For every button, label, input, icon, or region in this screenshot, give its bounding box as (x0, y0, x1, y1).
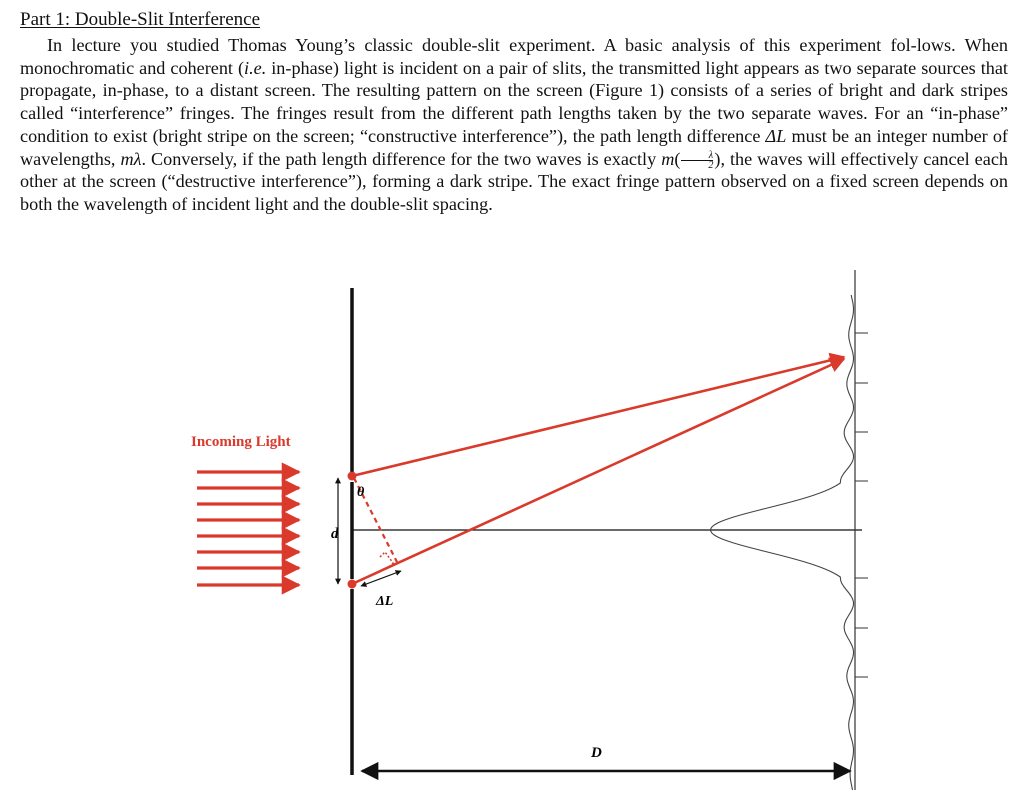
fraction-denominator: 2 (708, 159, 714, 171)
incoming-light-label: Incoming Light (191, 434, 291, 450)
intensity-pattern-curve (711, 295, 854, 790)
lower-slit-source (348, 580, 357, 589)
delta-l-label: ΔL (376, 594, 394, 609)
math-rparen: ) (714, 148, 721, 169)
math-lparen: ( (674, 148, 681, 169)
fraction-numerator: λ (681, 151, 713, 161)
ray-lower (352, 359, 844, 584)
figure-canvas (0, 255, 1024, 795)
math-fraction (681, 151, 713, 170)
d-label: d (331, 526, 339, 542)
section-heading: Part 1: Double-Slit Interference (20, 9, 261, 30)
text-part-4: . Conversely, if the path length difference for the two waves is exactly (141, 148, 662, 169)
text-part-2: in-phase) light is incident on a pair of slits, the transmitted light appears as two separate sources that propagate, in-phase, to a distant screen. The resulting pattern on the screen (Figure 1) consists of a series of bright and dark stripes called “interference” fringes. The fringes result from the different path lengths taken by the two separate waves. For an “in-phase” condition to exist (bright stripe on the screen; “constructive interference”), the path length difference (20, 57, 1008, 146)
math-m-lambda: mλ (120, 148, 142, 169)
ray-upper (352, 357, 844, 476)
incoming-light-arrows (197, 472, 299, 585)
body-paragraph (20, 34, 1008, 216)
math-m: m (661, 148, 675, 169)
screen-ticks (855, 333, 868, 677)
text-part-5: , the waves will effectively cancel each other at the screen (“destructive interference”), forming a dark stripe. The exact fringe pattern observed on a fixed screen depends on both the wavelength of incident light and the double-slit spacing. (20, 148, 1008, 214)
math-delta-l: ΔL (765, 125, 787, 146)
text-part-1: In lecture you studied Thomas Young’s classic double-slit experiment. A basic analysis of this experiment fol-lows. When monochromatic and coherent ( (20, 35, 1008, 78)
text-part-3: must be an integer number of wavelengths, (20, 125, 1008, 169)
D-label: D (591, 745, 602, 761)
text-ie: i.e. (244, 57, 267, 78)
theta-label: θ (357, 485, 365, 500)
double-slit-figure (0, 255, 1024, 795)
